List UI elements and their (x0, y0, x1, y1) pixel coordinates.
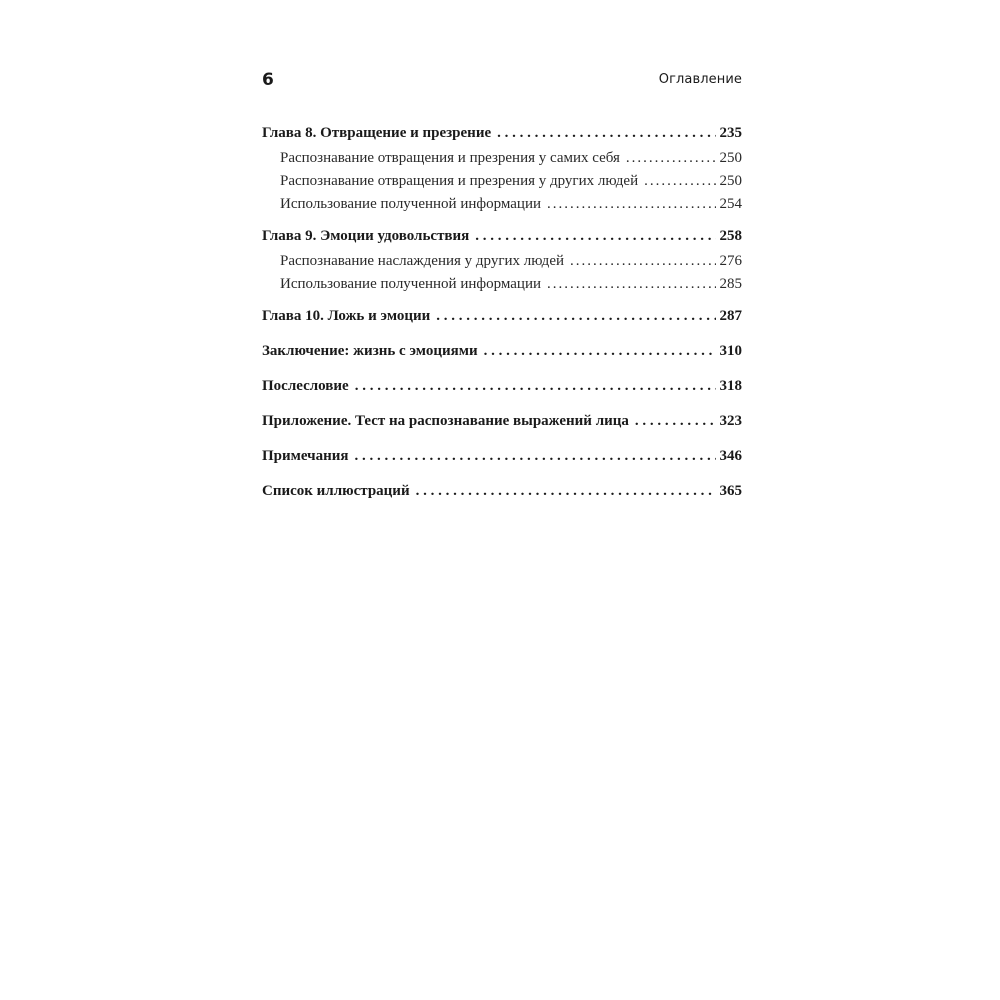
toc-entry-illustrations (262, 480, 742, 503)
dot-leader (355, 375, 716, 398)
toc-entry-page: 250 (719, 150, 742, 166)
toc-entry-section (262, 170, 742, 193)
toc-entry-appendix (262, 410, 742, 433)
dot-leader (635, 410, 716, 433)
toc-entry-chapter-8 (262, 122, 742, 145)
dot-leader (484, 340, 716, 363)
toc-entry-title: Глава 10. Ложь и эмоции (262, 308, 431, 324)
running-head-title: Оглавление (658, 72, 742, 87)
toc-entry-title: Распознавание наслаждения у других людей (280, 253, 565, 269)
toc-entry-page: 258 (719, 228, 742, 244)
toc-entry-page: 346 (719, 448, 742, 464)
dot-leader (475, 225, 715, 248)
dot-leader (355, 445, 716, 468)
toc-entry-title: Приложение. Тест на распознавание выражений лица (262, 413, 629, 429)
toc-entry-section (262, 250, 742, 273)
toc-entry-title: Глава 8. Отвращение и презрение (262, 125, 492, 141)
toc-entry-section (262, 147, 742, 170)
dot-leader (547, 193, 715, 216)
toc-entry-page: 276 (719, 253, 742, 269)
toc-entry-page: 323 (719, 413, 742, 429)
dot-leader (626, 147, 716, 170)
toc-entry-conclusion (262, 340, 742, 363)
toc-entry-title: Использование полученной информации (280, 196, 542, 212)
dot-leader (570, 250, 715, 273)
toc-entry-section (262, 193, 742, 216)
toc-entry-title: Использование полученной информации (280, 276, 542, 292)
book-page (262, 0, 742, 1000)
toc-entry-page: 365 (719, 483, 742, 499)
toc-entry-chapter-9 (262, 225, 742, 248)
toc-entry-page: 254 (719, 196, 742, 212)
toc-entry-title: Список иллюстраций (262, 483, 410, 499)
toc-entry-chapter-10 (262, 305, 742, 328)
toc-entry-page: 310 (719, 343, 742, 359)
toc-entry-title: Глава 9. Эмоции удовольствия (262, 228, 470, 244)
toc-entry-page: 318 (719, 378, 742, 394)
toc-entry-page: 250 (719, 173, 742, 189)
toc-entry-page: 285 (719, 276, 742, 292)
dot-leader (497, 122, 715, 145)
running-head (262, 70, 742, 92)
toc-entry-page: 287 (719, 308, 742, 324)
toc-entry-title: Распознавание отвращения и презрения у самих себя (280, 150, 620, 166)
toc-entry-title: Примечания (262, 448, 349, 464)
page-number: 6 (262, 70, 274, 90)
toc-entry-afterword (262, 375, 742, 398)
dot-leader (547, 273, 715, 296)
toc-entry-section (262, 273, 742, 296)
dot-leader (436, 305, 715, 328)
toc-entry-title: Послесловие (262, 378, 349, 394)
toc-entry-title: Заключение: жизнь с эмоциями (262, 343, 478, 359)
toc-entry-notes (262, 445, 742, 468)
dot-leader (416, 480, 716, 503)
table-of-contents (262, 122, 742, 503)
toc-entry-page: 235 (719, 125, 742, 141)
toc-entry-title: Распознавание отвращения и презрения у других людей (280, 173, 639, 189)
dot-leader (644, 170, 715, 193)
